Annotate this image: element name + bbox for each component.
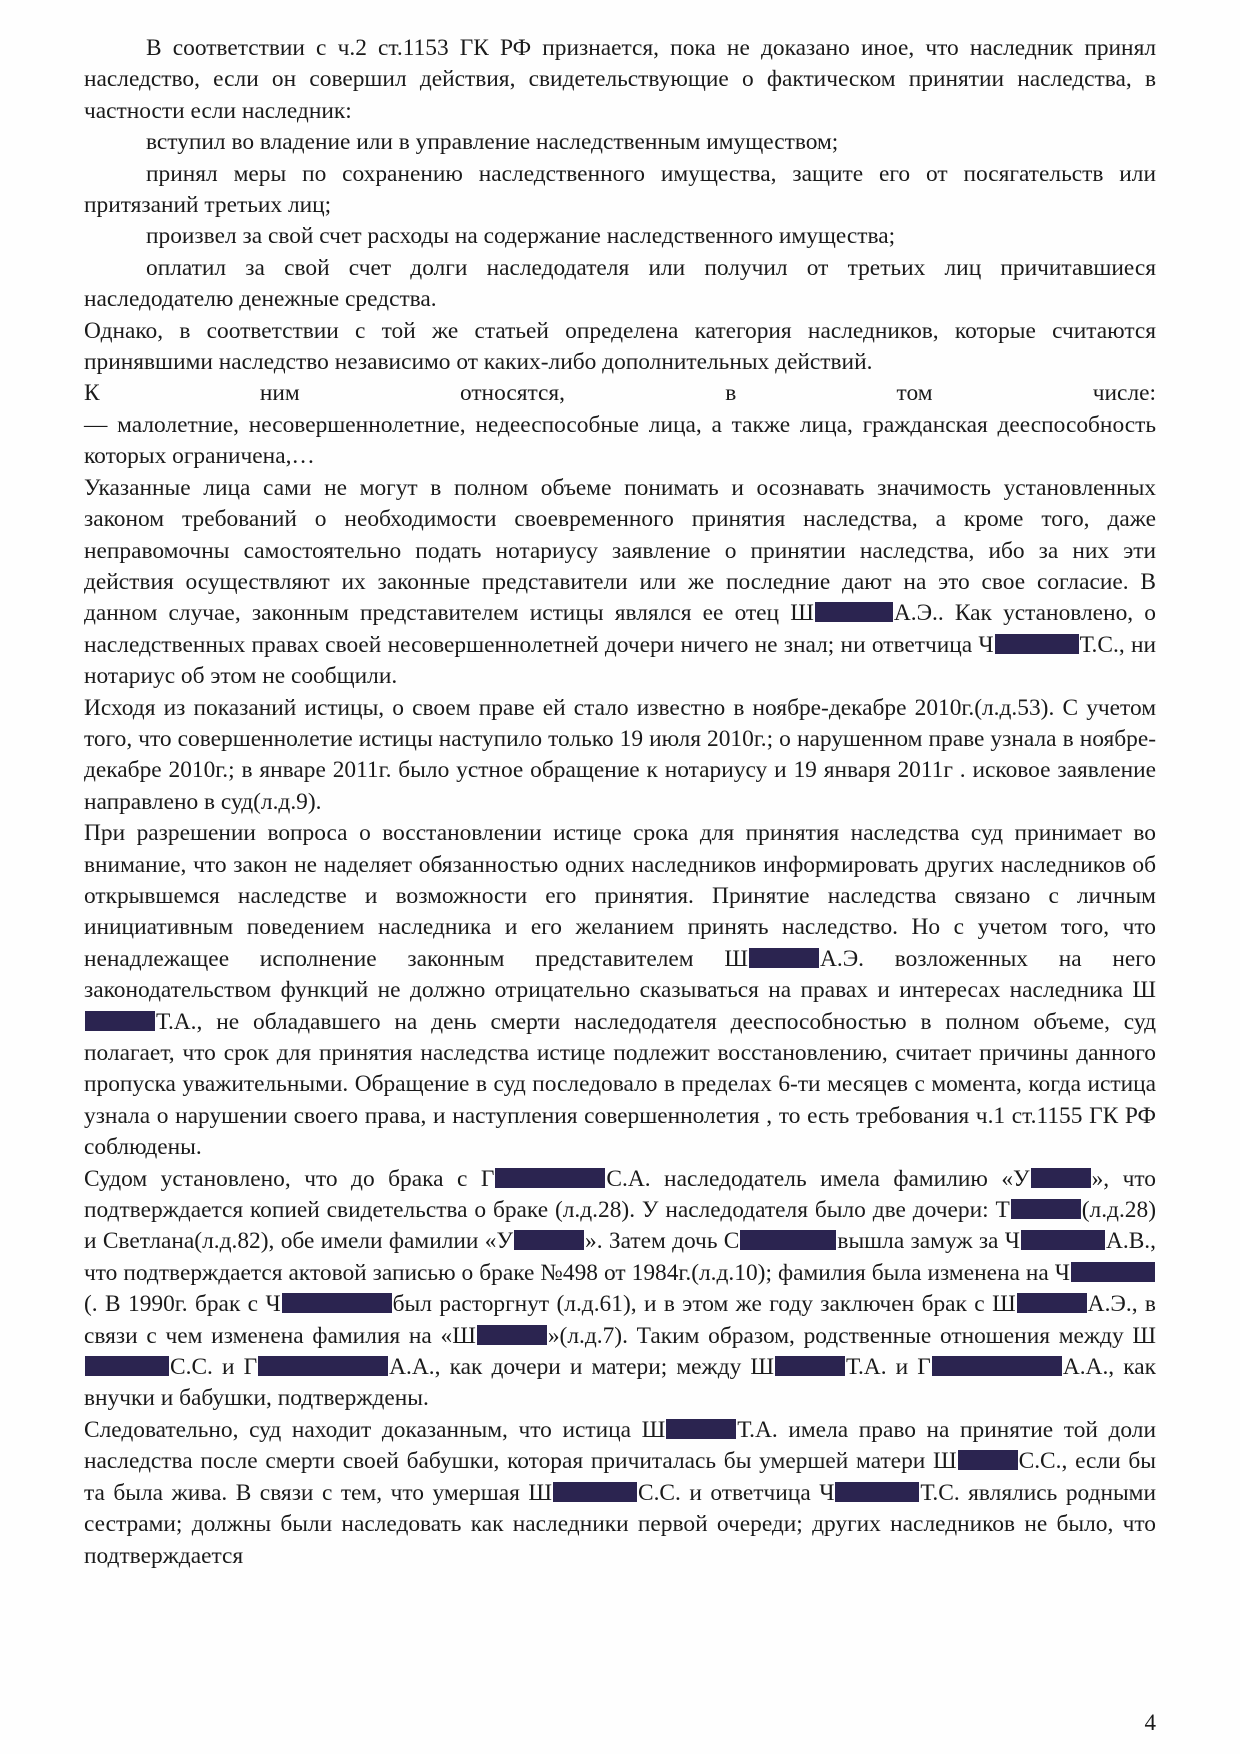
paragraph-marriage-records xyxy=(84,1164,1156,1415)
paragraph-art1153: В соответствии с ч.2 ст.1153 ГК РФ признается, пока не доказано иное, что наследник принял наследство, если он совершил действия, свидетельствующие о фактическом принятии наследства, в частности если наследник: xyxy=(84,35,1156,124)
paragraph-restoration xyxy=(84,818,1156,1163)
list-item-debts: оплатил за свой счет долги наследодателя или получил от третьих лиц причитавшиеся наследодателю денежные средства. xyxy=(84,254,1156,313)
paragraph-representatives xyxy=(84,473,1156,693)
text-segment: При разрешении вопроса о восстановлении истице срока для принятия наследства суд принимает во внимание, что закон не наделяет обязанностью одних наследников информировать других наследников об открывшемся наследстве и возможности его принятия. Принятие наследства связано с личным инициативным поведением наследника и его желанием принять наследство. Но с учетом того, что ненадлежащее исполнение законным представителем Ш xyxy=(84,820,1156,972)
text-segment: »(л.д.7). Таким образом, родственные отношения между Ш xyxy=(547,1322,1156,1349)
redaction-box xyxy=(1011,1199,1081,1219)
redaction-box xyxy=(495,1168,605,1188)
redaction-box xyxy=(815,602,893,622)
text-segment: А.Э. возложенных на него законодательством функций не должно отрицательно сказываться на правах и интересах наследника Ш xyxy=(84,945,1156,1004)
redaction-box xyxy=(514,1230,584,1250)
text-segment: С.С. и Г xyxy=(170,1354,258,1381)
redaction-box xyxy=(258,1356,388,1376)
text-segment: С.С. и ответчица Ч xyxy=(637,1479,835,1506)
redaction-box xyxy=(553,1482,637,1502)
text-segment: А.В., что подтверждается актовой записью о браке №498 от 1984г.(л.д.10); фамилия была изменена на Ч xyxy=(84,1228,1156,1286)
text-segment: Т.А., не обладавшего на день смерти наследодателя дееспособностью в полном объеме, суд полагает, что срок для принятия наследства истице подлежит восстановлению, считает причины данного пропуска уважительными. Обращение в суд последовало в пределах 6-ти месяцев с момента, когда истица узнала о нарушении своего права, и наступления совершеннолетия , то есть требования ч.1 ст.1155 ГК РФ соблюдены. xyxy=(84,1008,1156,1161)
paragraph-minors: — малолетние, несовершеннолетние, недееспособные лица, а также лица, гражданская дееспособность которых ограничена,… xyxy=(84,411,1156,470)
text-segment: (л.д.28) и Светлана(л.д.82), обе имели фамилии «У xyxy=(84,1197,1156,1255)
list-item-preservation: принял меры по сохранению наследственного имущества, защите его от посягательств или притязаний третьих лиц; xyxy=(84,160,1156,219)
text-segment: А.А., как внучки и бабушки, подтверждены. xyxy=(84,1354,1157,1412)
text-segment: ». Затем дочь С xyxy=(585,1228,740,1255)
text-segment: А.А., как дочери и матери; между Ш xyxy=(389,1354,775,1381)
redaction-box xyxy=(85,1011,155,1031)
text-segment: Указанные лица сами не могут в полном объеме понимать и осознавать значимость установленных законом требований о необходимости своевременного принятия наследства, а кроме того, даже неправомочны самостоятельно подать нотариусу заявление о принятии наследства, ибо за них эти действия осуществляют их законные представители или же последние дают на это свое согласие. В данном случае, законным представителем истицы являлся ее отец Ш xyxy=(84,474,1156,627)
redaction-box xyxy=(1031,1168,1091,1188)
text-segment: (. В 1990г. брак с Ч xyxy=(84,1291,281,1318)
redaction-box xyxy=(749,948,819,968)
text-segment: Следовательно, суд находит доказанным, что истица Ш xyxy=(84,1416,666,1443)
text-segment: А.Э., в связи с чем изменена фамилия на «Ш xyxy=(84,1291,1156,1349)
redaction-box xyxy=(1021,1230,1105,1250)
text-segment: А.Э.. Как установлено, о наследственных правах своей несовершеннолетней дочери ничего не знал; ни ответчица Ч xyxy=(84,600,1156,658)
text-segment: вышла замуж за Ч xyxy=(837,1228,1020,1255)
text-segment: Т.А. и Г xyxy=(846,1354,931,1381)
paragraph-conclusion xyxy=(84,1415,1156,1572)
text-segment: Т.С., ни нотариус об этом не сообщили. xyxy=(84,631,1156,690)
redaction-box xyxy=(1071,1262,1155,1282)
text-segment: С.С., если бы та была жива. В связи с тем, что умершая Ш xyxy=(84,1448,1156,1506)
redaction-box xyxy=(932,1356,1062,1376)
text-segment: Т.С. являлись родными сестрами; должны были наследовать как наследники первой очереди; других наследников не было, что подтверждается xyxy=(84,1479,1157,1569)
redaction-box xyxy=(477,1325,547,1345)
text-segment: Судом установлено, что до брака с Г xyxy=(84,1165,495,1192)
paragraph-categories: Однако, в соответствии с той же статьей определена категория наследников, которые считаются принявшими наследство независимо от каких-либо дополнительных действий. xyxy=(84,317,1156,376)
redaction-box xyxy=(775,1356,845,1376)
redaction-box xyxy=(995,634,1079,654)
redaction-box xyxy=(1017,1293,1087,1313)
redaction-box xyxy=(740,1230,836,1250)
redaction-box xyxy=(958,1450,1018,1470)
redaction-box xyxy=(835,1482,919,1502)
text-segment: был расторгнут (л.д.61), и в этом же году заключен брак с Ш xyxy=(392,1291,1016,1318)
list-item-expenses: произвел за свой счет расходы на содержание наследственного имущества; xyxy=(146,223,896,250)
page-number: 4 xyxy=(1144,1710,1156,1735)
paragraph-including: К ним относятся, в том числе: xyxy=(84,380,1156,407)
text-segment: Т.А. имела право на принятие той доли наследства после смерти своей бабушки, которая причиталась бы умершей матери Ш xyxy=(84,1416,1156,1475)
redaction-box xyxy=(85,1356,169,1376)
document-body xyxy=(84,33,1156,1572)
text-segment: », что подтверждается копией свидетельства о браке (л.д.28). У наследодателя было две дочери: Т xyxy=(84,1165,1157,1224)
list-item-possession: вступил во владение или в управление наследственным имуществом; xyxy=(146,129,839,156)
redaction-box xyxy=(282,1293,392,1313)
redaction-box xyxy=(666,1419,736,1439)
text-segment: С.А. наследодатель имела фамилию «У xyxy=(606,1165,1030,1192)
paragraph-testimony: Исходя из показаний истицы, о своем праве ей стало известно в ноябре-декабре 2010г.(л.д.53). С учетом того, что совершеннолетие истицы наступило только 19 июля 2010г.; о нарушенном праве узнала в ноябре-декабре 2010г.; в январе 2011г. было устное обращение к нотариусу и 19 января 2011г . исковое заявление направлено в суд(л.д.9). xyxy=(84,694,1156,815)
